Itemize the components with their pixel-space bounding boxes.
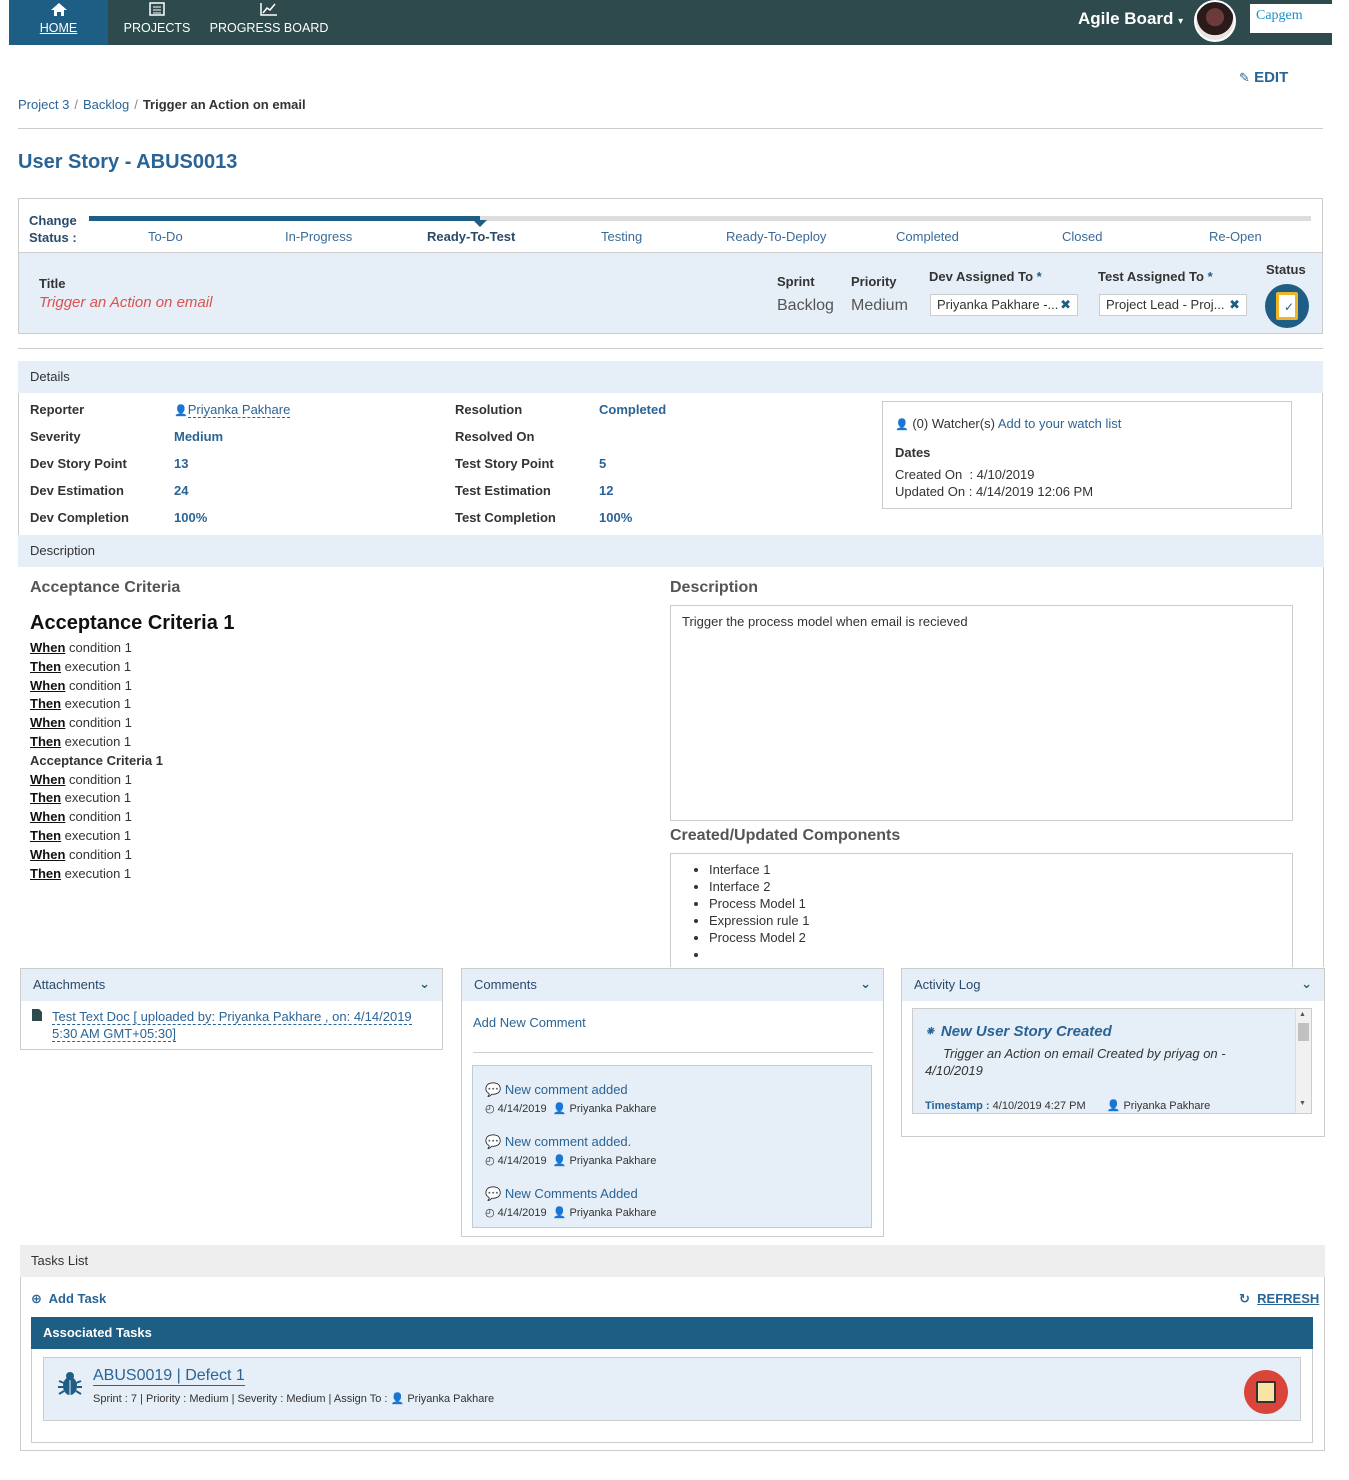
created-value: : 4/10/2019	[969, 467, 1035, 482]
add-task-label: Add Task	[48, 1291, 107, 1306]
component-item: • Interface 2	[709, 878, 1292, 895]
comment-icon: 💬	[485, 1134, 502, 1149]
comment-item[interactable]	[485, 1082, 656, 1115]
test-story-point-value: 5	[599, 456, 607, 471]
scrollbar[interactable]	[1295, 1009, 1311, 1113]
acceptance-keyword: Then	[30, 658, 62, 674]
task-title-link[interactable]: ABUS0019 | Defect 1	[93, 1367, 245, 1384]
comment-meta	[485, 1154, 656, 1167]
acceptance-criteria-title: Acceptance Criteria 1	[30, 612, 235, 634]
clipboard-check-icon[interactable]	[1265, 284, 1309, 328]
created-label: Created On	[895, 467, 963, 482]
comments-header[interactable]	[462, 969, 883, 1001]
acceptance-keyword: When	[30, 715, 66, 731]
dev-estimation-value: 24	[174, 483, 189, 498]
activity-event-desc	[925, 1045, 1226, 1079]
scroll-down-icon[interactable]: ▼	[1299, 1100, 1306, 1107]
acceptance-criteria-line	[30, 753, 163, 768]
comment-user: Priyanka Pakhare	[569, 1103, 657, 1115]
comment-user: Priyanka Pakhare	[569, 1155, 657, 1167]
acceptance-text: condition 1	[65, 715, 132, 731]
clock-icon: ◴	[485, 1155, 495, 1167]
nav-home-label: HOME	[39, 21, 78, 35]
acceptance-criteria-line	[30, 828, 131, 843]
acceptance-text: execution 1	[61, 865, 132, 881]
chart-icon	[260, 2, 278, 16]
task-meta	[93, 1392, 494, 1405]
activity-event-line2: 4/10/2019	[925, 1063, 983, 1078]
priority-value: Medium	[851, 297, 908, 314]
stage-to-do[interactable]: To-Do	[148, 229, 183, 244]
sprint-label: Sprint	[777, 274, 815, 289]
page-title: User Story - ABUS0013	[18, 151, 238, 173]
activity-event	[925, 1023, 1112, 1040]
stage-closed[interactable]: Closed	[1062, 229, 1103, 244]
activity-event-line1: Trigger an Action on email Created by priyag on -	[943, 1046, 1226, 1061]
acceptance-text: execution 1	[61, 658, 132, 674]
acceptance-criteria-line	[30, 678, 132, 693]
change-status-label-line1: Change	[29, 213, 77, 228]
test-story-point-label: Test Story Point	[455, 456, 554, 471]
refresh-icon: ↻	[1239, 1291, 1250, 1306]
brand-menu[interactable]	[1078, 9, 1183, 29]
acceptance-criteria-line	[30, 715, 132, 730]
comment-item[interactable]	[485, 1186, 656, 1219]
severity-label: Severity	[30, 429, 81, 444]
dev-story-point-label: Dev Story Point	[30, 456, 127, 471]
acceptance-keyword: When	[30, 677, 66, 693]
chevron-down-icon[interactable]: ⌄	[1301, 976, 1312, 991]
component-item: • Interface 1	[709, 861, 1292, 878]
task-card	[43, 1357, 1301, 1421]
divider	[18, 128, 1323, 129]
comment-user: Priyanka Pakhare	[569, 1207, 657, 1219]
breadcrumb-project[interactable]: Project 3	[18, 97, 70, 112]
stage-in-progress[interactable]: In-Progress	[285, 229, 353, 244]
test-assigned-label	[1098, 269, 1213, 284]
activity-log-heading: Activity Log	[914, 977, 981, 992]
user-icon: 👤	[552, 1103, 567, 1115]
acceptance-keyword: When	[30, 846, 66, 862]
test-completion-value: 100%	[599, 510, 633, 525]
activity-user: Priyanka Pakhare	[1123, 1100, 1211, 1112]
attachment-link[interactable]	[52, 1008, 412, 1042]
task-meta-text: Sprint : 7 | Priority : Medium | Severity : Medium | Assign To :	[93, 1393, 388, 1405]
breadcrumb-backlog[interactable]: Backlog	[82, 97, 130, 112]
nav-projects[interactable]	[117, 0, 197, 45]
edit-button[interactable]	[1239, 69, 1288, 86]
watchers-row	[895, 415, 1279, 434]
components-heading: Created/Updated Components	[670, 827, 901, 844]
nav-progress-board-label: PROGRESS BOARD	[209, 21, 329, 35]
refresh-button[interactable]	[1239, 1291, 1319, 1307]
top-navbar	[9, 0, 1332, 45]
activity-log-header[interactable]	[902, 969, 1324, 1001]
acceptance-criteria-line	[30, 659, 131, 674]
acceptance-criteria-line	[30, 734, 131, 749]
company-logo	[1250, 4, 1332, 33]
created-row	[895, 466, 1279, 483]
acceptance-keyword: Then	[30, 696, 62, 712]
dev-assigned-label-text: Dev Assigned To	[929, 269, 1034, 284]
acceptance-text: condition 1	[65, 640, 132, 655]
user-icon: 👤	[1106, 1100, 1121, 1112]
nav-progress-board[interactable]	[209, 0, 329, 45]
description-text: Trigger the process model when email is recieved	[682, 614, 968, 629]
acceptance-keyword: Then	[30, 865, 62, 881]
watchers-dates-box	[882, 401, 1292, 509]
breadcrumb-current: Trigger an Action on email	[142, 97, 306, 112]
dev-assigned-label	[929, 269, 1042, 284]
acceptance-criteria-line	[30, 640, 132, 655]
dev-completion-value: 100%	[174, 510, 208, 525]
plus-circle-icon: ⊕	[31, 1291, 42, 1306]
acceptance-criteria-line	[30, 809, 132, 824]
breadcrumb	[18, 97, 306, 112]
stage-ready-to-test[interactable]: Ready-To-Test	[427, 229, 516, 244]
attachments-header[interactable]	[21, 969, 442, 1001]
status-bar	[18, 198, 1323, 252]
caret-down-icon: ▾	[1178, 16, 1184, 27]
acceptance-text: condition 1	[65, 846, 132, 862]
comment-title: New Comments Added	[504, 1186, 638, 1201]
test-estimation-label: Test Estimation	[455, 483, 551, 498]
nav-home[interactable]	[9, 0, 108, 45]
activity-timestamp	[925, 1099, 1210, 1112]
acceptance-criteria-heading: Acceptance Criteria	[30, 579, 181, 596]
dev-completion-label: Dev Completion	[30, 510, 129, 525]
acceptance-keyword: When	[30, 771, 66, 787]
severity-value: Medium	[174, 429, 224, 444]
associated-tasks-heading: Associated Tasks	[31, 1317, 1313, 1349]
details-heading: Details	[18, 361, 1323, 393]
acceptance-criteria-line	[30, 847, 132, 862]
resolution-value: Completed	[599, 402, 667, 417]
notepad-shape	[1256, 1381, 1276, 1403]
change-status-label	[29, 212, 77, 246]
acceptance-text: execution 1	[61, 734, 132, 749]
acceptance-text: execution 1	[61, 696, 132, 712]
stage-re-open[interactable]: Re-Open	[1209, 229, 1262, 244]
required-mark: *	[1207, 269, 1213, 284]
acceptance-keyword: Then	[30, 790, 62, 806]
test-assigned-value: Project Lead - Proj...	[1106, 297, 1225, 312]
divider	[473, 1052, 873, 1053]
clock-icon: ◴	[485, 1103, 495, 1115]
acceptance-criteria-line	[30, 772, 132, 787]
change-status-label-line2: Status :	[29, 230, 77, 245]
test-estimation-value: 12	[599, 483, 614, 498]
component-item: • Process Model 1	[709, 895, 1292, 912]
description-heading: Description	[18, 535, 1324, 567]
comment-date: 4/14/2019	[497, 1207, 547, 1219]
breadcrumb-separator: /	[134, 97, 138, 112]
acceptance-keyword: When	[30, 809, 66, 825]
acceptance-keyword: When	[30, 640, 66, 655]
edit-label: EDIT	[1254, 69, 1289, 86]
dates-heading: Dates	[895, 445, 931, 460]
comment-date: 4/14/2019	[497, 1155, 547, 1167]
status-label: Status	[1266, 262, 1306, 277]
breadcrumb-separator: /	[74, 97, 78, 112]
attachment-line1[interactable]: Test Text Doc [ uploaded by: Priyanka Pakhare , on: 4/14/2019	[52, 1009, 412, 1024]
attachments-panel	[20, 968, 443, 1050]
acceptance-text: execution 1	[61, 790, 132, 806]
required-mark: *	[1036, 269, 1042, 284]
comment-title: New comment added	[504, 1082, 628, 1097]
comments-heading: Comments	[474, 977, 537, 992]
edit-task-icon[interactable]	[1244, 1370, 1288, 1414]
priority-label: Priority	[851, 274, 897, 289]
stage-completed[interactable]: Completed	[896, 229, 959, 244]
dev-assigned-chip[interactable]	[930, 294, 1078, 316]
title-value: Trigger an Action on email	[39, 294, 213, 311]
logo-text: Capgem	[1256, 8, 1303, 23]
user-icon: 👤	[552, 1207, 567, 1219]
file-icon	[32, 1009, 42, 1024]
watch-list-link[interactable]: Add to your watch list	[997, 416, 1122, 431]
brand-label: Agile Board	[1078, 9, 1174, 28]
acceptance-keyword: Then	[30, 734, 62, 749]
comment-icon: 💬	[485, 1082, 502, 1097]
spinner-icon: ⁕	[925, 1023, 937, 1039]
acceptance-text: execution 1	[61, 828, 132, 843]
status-track	[89, 216, 1311, 221]
comment-list	[472, 1065, 872, 1228]
nav-projects-label: PROJECTS	[123, 21, 191, 35]
status-track-fill	[89, 216, 480, 221]
divider	[18, 348, 1323, 349]
components-box	[670, 853, 1293, 967]
updated-value: : 4/14/2019 12:06 PM	[968, 484, 1094, 499]
dev-story-point-value: 13	[174, 456, 189, 471]
attachment-line2[interactable]: 5:30 AM GMT+05:30]	[52, 1026, 176, 1041]
edit-icon: ✎	[1239, 70, 1250, 85]
add-task-button[interactable]	[31, 1291, 106, 1307]
refresh-label: REFRESH	[1257, 1291, 1320, 1306]
dev-estimation-label: Dev Estimation	[30, 483, 124, 498]
timestamp-label: Timestamp :	[925, 1100, 990, 1112]
remove-icon[interactable]: ✖	[1229, 297, 1240, 312]
add-new-comment-link[interactable]: Add New Comment	[473, 1015, 586, 1030]
acceptance-subheading: Acceptance Criteria 1	[30, 752, 163, 768]
status-pointer-icon	[473, 220, 487, 227]
test-completion-label: Test Completion	[455, 510, 556, 525]
acceptance-text: condition 1	[65, 771, 132, 787]
user-icon: 👤	[390, 1393, 405, 1405]
comment-item[interactable]	[485, 1134, 656, 1167]
acceptance-keyword: Then	[30, 828, 62, 843]
chevron-down-icon[interactable]: ⌄	[419, 976, 430, 991]
acceptance-text: condition 1	[65, 809, 132, 825]
dev-assigned-value: Priyanka Pakhare -...	[937, 297, 1059, 312]
user-icon: 👤	[895, 419, 909, 431]
description-text-box[interactable]	[670, 605, 1293, 821]
comment-meta	[485, 1102, 656, 1115]
title-label: Title	[39, 276, 66, 291]
acceptance-criteria-line	[30, 696, 131, 711]
comment-icon: 💬	[485, 1186, 502, 1201]
comment-meta	[485, 1206, 656, 1219]
component-item	[709, 946, 1292, 963]
list-icon	[148, 2, 166, 16]
attachments-heading: Attachments	[33, 977, 106, 992]
home-icon	[50, 2, 68, 16]
updated-row	[895, 483, 1279, 500]
reporter-name[interactable]: Priyanka Pakhare	[187, 402, 291, 417]
avatar[interactable]	[1194, 0, 1236, 42]
task-user: Priyanka Pakhare	[407, 1393, 495, 1405]
resolution-label: Resolution	[455, 402, 523, 417]
summary-bar	[18, 252, 1323, 334]
reporter-label: Reporter	[30, 402, 85, 417]
activity-event-title: New User Story Created	[940, 1023, 1112, 1040]
clipboard-shape	[1276, 292, 1298, 320]
timestamp-value: 4/10/2019 4:27 PM	[992, 1100, 1086, 1112]
description-subheading: Description	[670, 579, 759, 596]
component-item: • Expression rule 1	[709, 912, 1292, 929]
user-icon: 👤	[552, 1155, 567, 1167]
acceptance-text: condition 1	[65, 677, 132, 693]
activity-log-list	[912, 1008, 1312, 1114]
components-list	[709, 861, 1292, 963]
bug-icon	[57, 1371, 83, 1400]
user-icon: 👤	[174, 405, 188, 417]
test-assigned-chip[interactable]	[1099, 294, 1247, 316]
check-icon: ✓	[1284, 300, 1295, 314]
component-item: • Process Model 2	[709, 929, 1292, 946]
comment-title: New comment added.	[504, 1134, 632, 1149]
clock-icon: ◴	[485, 1207, 495, 1219]
chevron-down-icon[interactable]: ⌄	[860, 976, 871, 991]
stage-ready-to-deploy[interactable]: Ready-To-Deploy	[726, 229, 827, 244]
resolved-on-label: Resolved On	[455, 429, 535, 444]
stage-testing[interactable]: Testing	[601, 229, 643, 244]
reporter-value[interactable]	[174, 402, 290, 417]
scroll-up-icon[interactable]: ▲	[1299, 1011, 1306, 1018]
remove-icon[interactable]: ✖	[1060, 297, 1071, 312]
acceptance-criteria-line	[30, 866, 131, 881]
watchers-count: (0) Watcher(s)	[912, 416, 995, 431]
scroll-thumb[interactable]	[1298, 1023, 1309, 1041]
comment-date: 4/14/2019	[497, 1103, 547, 1115]
updated-label: Updated On	[895, 484, 966, 499]
acceptance-criteria-line	[30, 790, 131, 805]
sprint-value: Backlog	[777, 297, 834, 314]
test-assigned-label-text: Test Assigned To	[1098, 269, 1204, 284]
tasks-heading: Tasks List	[20, 1245, 1325, 1277]
